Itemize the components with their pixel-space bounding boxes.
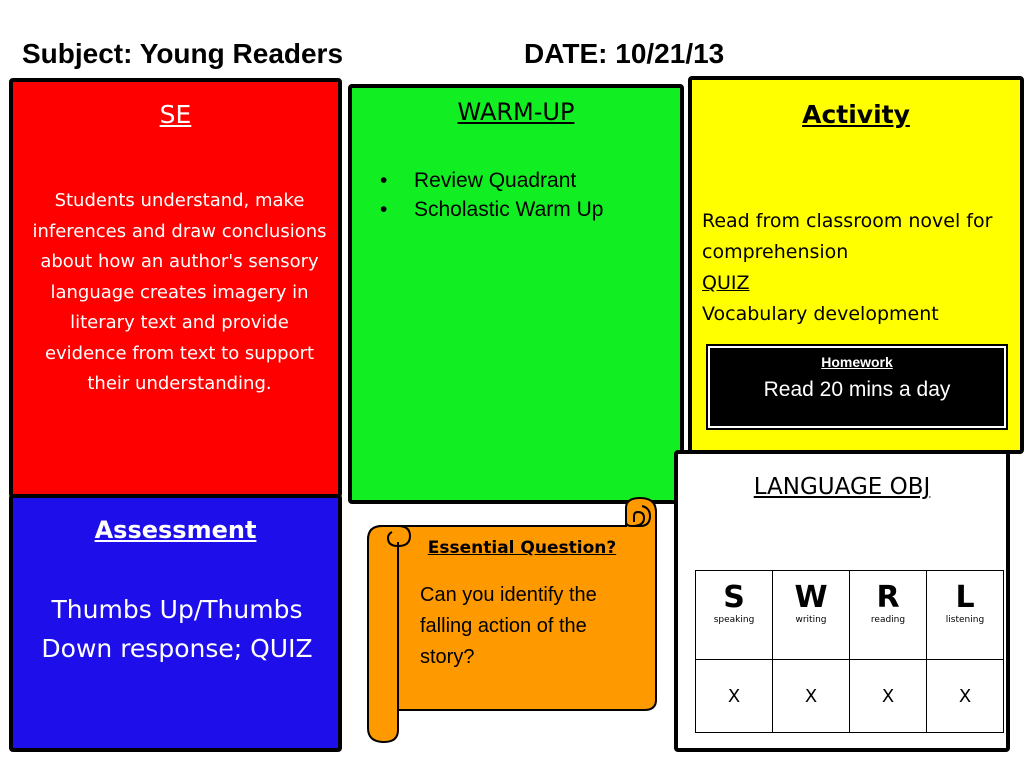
table-cell	[696, 571, 773, 660]
date-title: DATE: 10/21/13	[524, 38, 725, 69]
bullet-icon: •	[380, 198, 388, 221]
warmup-heading: WARM-UP	[457, 98, 575, 126]
homework-body: Read 20 mins a day	[763, 378, 951, 401]
skill-word: writing	[795, 615, 827, 625]
essential-question-heading: Essential Question?	[427, 538, 617, 558]
skill-mark: X	[927, 660, 1004, 733]
se-panel	[9, 78, 342, 498]
activity-line-vocab: Vocabulary development	[702, 303, 939, 325]
language-obj-panel	[674, 450, 1010, 752]
table-cell	[850, 571, 927, 660]
assessment-panel	[9, 494, 342, 752]
activity-line-quiz: QUIZ	[702, 272, 750, 294]
se-body: Students understand, make inferences and draw conclusions about how an author's sensory language creates imagery in literary text and provide evidence from text to support their understanding.	[32, 190, 327, 394]
skill-letter: W	[794, 580, 828, 615]
list-item	[380, 166, 680, 195]
skill-letter: R	[876, 580, 900, 615]
warmup-panel	[348, 84, 684, 504]
list-item	[380, 195, 680, 224]
bullet-icon: •	[380, 169, 388, 192]
skill-mark: X	[696, 660, 773, 733]
warmup-item-label: Review Quadrant	[414, 169, 577, 192]
assessment-heading: Assessment	[94, 516, 257, 544]
subject-title: Subject: Young Readers	[22, 38, 344, 69]
table-cell	[927, 571, 1004, 660]
skill-mark: X	[773, 660, 850, 733]
language-obj-table	[695, 570, 1004, 733]
activity-heading: Activity	[802, 100, 910, 129]
skill-word: listening	[945, 615, 985, 625]
skill-word: speaking	[713, 615, 755, 625]
activity-line-read: Read from classroom novel for comprehension	[702, 210, 993, 263]
skill-mark: X	[850, 660, 927, 733]
table-cell	[773, 571, 850, 660]
skill-letter: S	[723, 580, 745, 615]
table-row	[696, 571, 1004, 660]
activity-body	[702, 206, 1002, 330]
warmup-item-label: Scholastic Warm Up	[414, 198, 604, 221]
warmup-list	[380, 166, 680, 224]
table-row	[696, 660, 1004, 733]
skill-word: reading	[870, 615, 906, 625]
language-obj-heading: LANGUAGE OBJ	[753, 474, 931, 500]
skill-letter: L	[955, 580, 975, 615]
activity-panel	[688, 76, 1024, 454]
assessment-body: Thumbs Up/Thumbs Down response; QUIZ	[41, 595, 313, 663]
homework-heading: Homework	[821, 354, 893, 370]
se-heading: SE	[159, 100, 192, 129]
homework-box	[708, 346, 1006, 428]
essential-question-body: Can you identify the falling action of the story?	[420, 584, 597, 668]
